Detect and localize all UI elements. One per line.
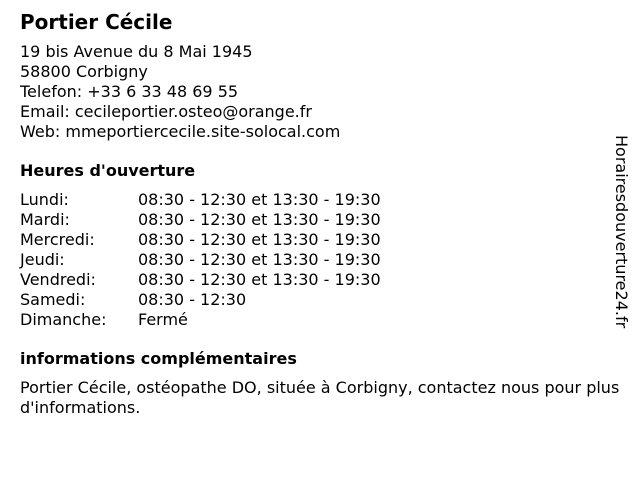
hours-row-mercredi (20, 230, 600, 250)
web-address[interactable]: mmeportiercecile.site-solocal.com (65, 122, 341, 141)
day-label: Mercredi: (20, 230, 95, 249)
hours-value: 08:30 - 12:30 (138, 290, 247, 309)
business-name: Portier Cécile (20, 10, 173, 34)
day-label: Vendredi: (20, 270, 96, 289)
info-text: Portier Cécile, ostéopathe DO, située à Corbigny, contactez nous pour plus d'informations. (20, 378, 620, 417)
hours-value: 08:30 - 12:30 et 13:30 - 19:30 (138, 190, 381, 209)
web-line (20, 122, 600, 142)
hours-value: 08:30 - 12:30 et 13:30 - 19:30 (138, 230, 381, 249)
phone-label: Telefon: (20, 82, 83, 101)
hours-value: 08:30 - 12:30 et 13:30 - 19:30 (138, 250, 381, 269)
day-label: Lundi: (20, 190, 69, 209)
day-label: Mardi: (20, 210, 70, 229)
hours-value: Fermé (138, 310, 188, 329)
address-line-1: 19 bis Avenue du 8 Mai 1945 (20, 42, 253, 61)
day-label: Jeudi: (20, 250, 65, 269)
address-line-2: 58800 Corbigny (20, 62, 148, 81)
email-line (20, 102, 600, 122)
email-label: Email: (20, 102, 70, 121)
day-label: Samedi: (20, 290, 86, 309)
hours-value: 08:30 - 12:30 et 13:30 - 19:30 (138, 270, 381, 289)
hours-value: 08:30 - 12:30 et 13:30 - 19:30 (138, 210, 381, 229)
hours-row-vendredi (20, 270, 600, 290)
site-watermark: Horairesdouverture24.fr (612, 135, 631, 329)
hours-heading: Heures d'ouverture (20, 161, 196, 180)
info-heading: informations complémentaires (20, 349, 297, 368)
email-address[interactable]: cecileportier.osteo@orange.fr (74, 102, 312, 121)
hours-row-jeudi (20, 250, 600, 270)
hours-row-lundi (20, 190, 600, 210)
phone-line (20, 82, 600, 102)
business-card (20, 8, 620, 418)
day-label: Dimanche: (20, 310, 107, 329)
hours-row-mardi (20, 210, 600, 230)
web-label: Web: (20, 122, 61, 141)
phone-number[interactable]: +33 6 33 48 69 55 (87, 82, 239, 101)
hours-row-dimanche (20, 310, 600, 330)
hours-row-samedi (20, 290, 600, 310)
hours-table (20, 190, 600, 330)
